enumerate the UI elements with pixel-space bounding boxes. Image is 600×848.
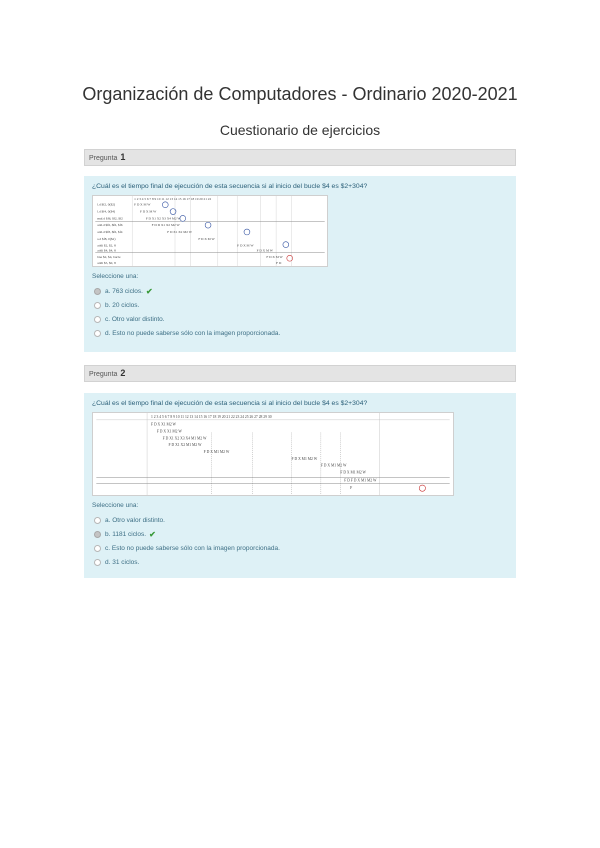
svg-text:F D X M W: F D X M W bbox=[266, 255, 283, 260]
options-list bbox=[92, 284, 508, 340]
svg-text:addi $5, $0, 8: addi $5, $0, 8 bbox=[97, 261, 116, 266]
svg-text:F D X M1 M2 W: F D X M1 M2 W bbox=[291, 456, 318, 461]
option-label: b. 1181 ciclos. bbox=[105, 530, 147, 538]
question-number: 1 bbox=[120, 152, 126, 162]
question-number: 2 bbox=[120, 368, 126, 378]
select-label: Seleccione una: bbox=[92, 502, 139, 509]
select-label: Seleccione una: bbox=[92, 273, 139, 280]
svg-text:F D X X1 M2 W: F D X X1 M2 W bbox=[150, 422, 177, 427]
svg-text:F: F bbox=[350, 486, 353, 491]
question-text: ¿Cuál es el tiempo final de ejecución de esta secuencia si al inicio del bucle $4 es $2+304? bbox=[92, 400, 368, 407]
svg-text:bne $2, $4, bucle: bne $2, $4, bucle bbox=[97, 255, 121, 260]
radio-icon[interactable] bbox=[94, 559, 101, 566]
svg-text:F D X1: F D X1 X2 M1 M2 W bbox=[168, 443, 202, 448]
svg-text:F D X1 X2 X3 X4 M2 W: F D X1 X2 X3 X4 M2 W bbox=[145, 216, 181, 221]
svg-text:F D X1 X2 X3 X4 M: F D X1 X2 X3 X4 M1 M2 W bbox=[162, 436, 207, 441]
svg-text:1 2 3 4 5 6 7 8: 1 2 3 4 5 6 7 8 9 10 11 12 13 14 15 16 17 18 19 20 21 22 23 24 25 26 27 28 29 30 bbox=[150, 414, 272, 419]
option-d[interactable] bbox=[92, 326, 508, 340]
option-label: b. 20 ciclos. bbox=[105, 301, 140, 309]
page-subtitle: Cuestionario de ejercicios bbox=[219, 122, 381, 138]
svg-text:F D X M W: F D X M W bbox=[237, 243, 254, 248]
svg-text:F D X M W: F D X M W bbox=[134, 202, 151, 207]
radio-icon[interactable] bbox=[94, 517, 101, 524]
svg-text:F D X M1 M2 W: F D X M1 M2 W bbox=[340, 470, 367, 475]
option-c[interactable] bbox=[92, 312, 508, 326]
check-icon: ✔ bbox=[149, 529, 156, 539]
svg-text:add.d $f8, $f6, $f4: add.d $f8, $f6, $f4 bbox=[97, 229, 123, 234]
option-label: d. 31 ciclos. bbox=[105, 558, 140, 566]
svg-text:F D F: F D F D X M1 M2 W bbox=[344, 478, 377, 483]
svg-text:l.d $f2, 0($2): l.d $f2, 0($2) bbox=[97, 202, 116, 207]
option-a[interactable] bbox=[92, 284, 508, 298]
radio-icon[interactable] bbox=[94, 545, 101, 552]
svg-text:add.d $f6, $f6, $f6: add.d $f6, $f6, $f6 bbox=[97, 223, 123, 228]
page-title: Organización de Computadores - Ordinario 2020-2021 bbox=[82, 84, 518, 104]
option-a[interactable] bbox=[92, 513, 508, 527]
svg-text:mul.d $f6, $f2, $f2: mul.d $f6, $f2, $f2 bbox=[97, 216, 123, 221]
option-label: c. Esto no puede saberse sólo con la imagen proporcionada. bbox=[105, 544, 280, 552]
option-label: a. 763 ciclos. bbox=[105, 287, 143, 295]
svg-text:s.d $f8, 0($2): s.d $f8, 0($2) bbox=[97, 236, 116, 241]
option-label: c. Otro valor distinto. bbox=[105, 315, 165, 323]
radio-icon[interactable] bbox=[94, 288, 101, 295]
option-d[interactable] bbox=[92, 555, 508, 569]
svg-text:F D X X1 M2 W: F D X X1 M2 W bbox=[156, 429, 182, 434]
svg-text:F D D X1 X2 M2 W: F D D X1 X2 M2 W bbox=[151, 223, 180, 228]
svg-text:F D X M W: F D X M W bbox=[256, 248, 273, 253]
svg-text:F D X M W: F D X M W bbox=[198, 236, 215, 241]
question-2-header bbox=[84, 365, 516, 382]
check-icon: ✔ bbox=[145, 286, 153, 296]
svg-text:1 2 3 4 5 6 7 8 9 10 1: 1 2 3 4 5 6 7 8 9 10 11 12 13 14 15 16 17 18 19 20 21 22 bbox=[134, 196, 212, 201]
question-text: ¿Cuál es el tiempo final de ejecución de esta secuencia si al inicio del bucle $4 es $2+304? bbox=[92, 183, 368, 190]
question-label: Pregunta bbox=[89, 155, 118, 162]
option-b[interactable] bbox=[92, 527, 508, 541]
svg-text:F D: F D bbox=[276, 261, 282, 266]
svg-text:l.d $f4, 0($4): l.d $f4, 0($4) bbox=[97, 209, 116, 214]
svg-text:addi $4, $4, 8: addi $4, $4, 8 bbox=[97, 248, 116, 253]
radio-icon[interactable] bbox=[94, 330, 101, 337]
svg-text:F D X M W: F D X M W bbox=[140, 209, 157, 214]
option-label: d. Esto no puede saberse sólo con la imagen proporcionada. bbox=[105, 329, 281, 337]
question-2-box bbox=[84, 393, 516, 578]
svg-text:addi $2, $2, 8: addi $2, $2, 8 bbox=[97, 243, 116, 248]
radio-icon[interactable] bbox=[94, 316, 101, 323]
radio-icon[interactable] bbox=[94, 302, 101, 309]
option-label: a. Otro valor distinto. bbox=[105, 516, 165, 524]
pipeline-diagram-1 bbox=[92, 195, 328, 267]
question-1-header bbox=[84, 149, 516, 166]
svg-text:F D X1 X2 M2 W: F D X1 X2 M2 W bbox=[167, 229, 192, 234]
question-label: Pregunta bbox=[89, 371, 118, 378]
radio-icon[interactable] bbox=[94, 531, 101, 538]
svg-text:F D X M1 M2 W: F D X M1 M2 W bbox=[320, 463, 347, 468]
pipeline-diagram-2 bbox=[92, 412, 454, 496]
option-c[interactable] bbox=[92, 541, 508, 555]
option-b[interactable] bbox=[92, 298, 508, 312]
svg-text:F D: F D X M1 M2 W bbox=[203, 450, 230, 455]
question-1-box bbox=[84, 176, 516, 352]
options-list bbox=[92, 513, 508, 569]
